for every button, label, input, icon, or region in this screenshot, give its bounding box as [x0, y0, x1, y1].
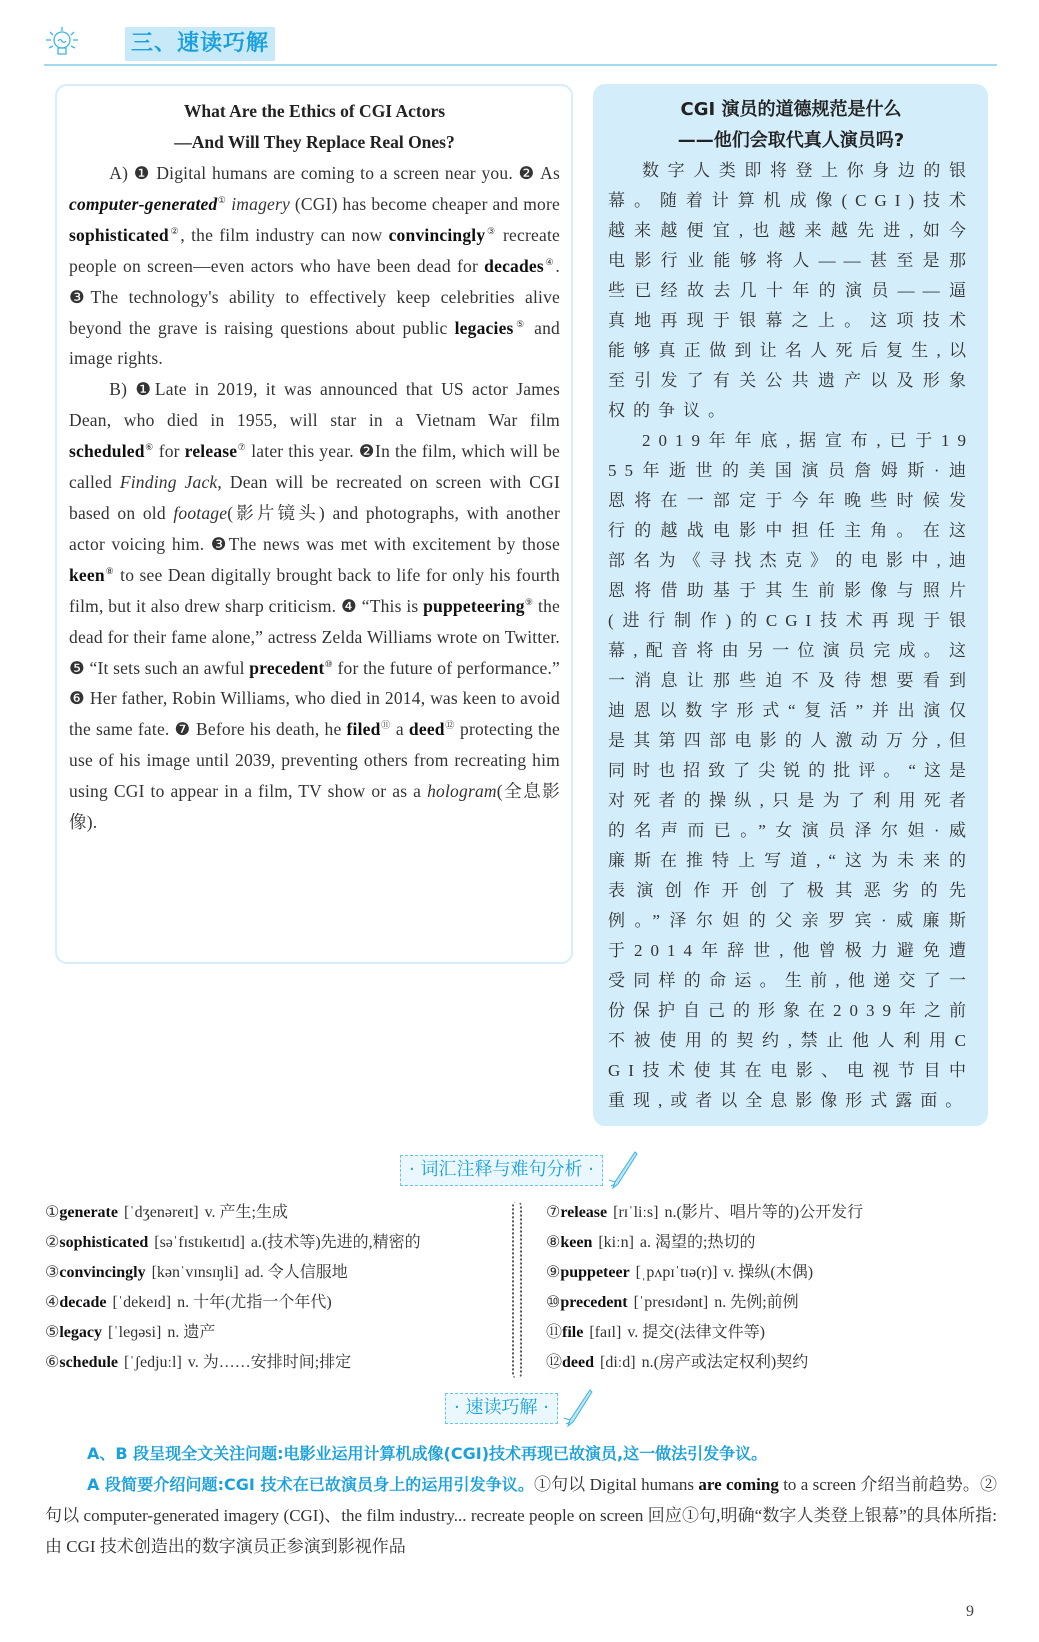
vocab-section: [0, 1198, 1039, 1378]
article-paragraph-a: [69, 158, 560, 374]
vocab-number: ④: [45, 1294, 60, 1311]
text-segment: recreate people on screen—even actors who have been dead for: [69, 224, 560, 276]
vocab-term: deed: [408, 719, 445, 740]
text-segment: , the film industry can now: [180, 224, 389, 245]
vocab-definition: ad. 令人信服地: [244, 1264, 348, 1281]
vocab-phonetic: [kiːn]: [598, 1234, 634, 1251]
translation-subtitle: ——他们会取代真人演员吗?: [677, 130, 905, 151]
vocab-word: precedent: [560, 1294, 628, 1311]
vocab-entry: [546, 1348, 1016, 1378]
vocab-number: ⑪: [546, 1324, 563, 1341]
vocab-number: ③: [45, 1264, 60, 1281]
analysis-heading: · 速读巧解 ·: [445, 1393, 558, 1424]
footnote-marker: ⑦: [237, 442, 247, 453]
vocab-definition: v. 为……安排时间;排定: [187, 1354, 352, 1371]
vocab-number: ⑧: [546, 1234, 561, 1251]
analysis-para-a-heading: A 段简要介绍问题:CGI 技术在已故演员身上的运用引发争议。: [87, 1475, 534, 1494]
analysis-heading-row: [0, 1386, 1039, 1430]
vocab-term: release: [184, 441, 238, 462]
vocab-phonetic: [faɪl]: [589, 1324, 622, 1341]
vocab-entry: [546, 1198, 1016, 1228]
analysis-text-part: ①句以 Digital humans: [533, 1475, 699, 1494]
vocab-definition: n. 先例;前例: [714, 1294, 799, 1311]
text-segment: Finding Jack: [119, 472, 218, 493]
vocab-entry: [546, 1318, 1016, 1348]
vocab-entry: [546, 1288, 1016, 1318]
analysis-text: [45, 1438, 997, 1562]
vocab-term: legacies: [454, 317, 514, 338]
vocab-list-right: [546, 1198, 1016, 1378]
vocab-entry: [45, 1228, 507, 1258]
footnote-marker: ⑫: [444, 720, 455, 731]
vocab-heading: · 词汇注释与难句分析 ·: [400, 1155, 603, 1186]
vocab-term: convincingly: [388, 224, 486, 245]
english-article: [55, 84, 573, 964]
footnote-marker: ③: [485, 225, 497, 236]
vocab-definition: a. 渴望的;热切的: [639, 1234, 756, 1251]
vocab-word: release: [560, 1204, 608, 1221]
footnote-marker: ⑪: [380, 720, 391, 731]
vocab-number: ⑤: [45, 1324, 60, 1341]
vocab-word: convincingly: [59, 1264, 146, 1281]
text-segment: and image rights.: [69, 317, 560, 369]
vocab-definition: n.(房产或法定权利)契约: [641, 1354, 809, 1371]
vocab-number: ①: [45, 1204, 60, 1221]
vocab-number: ⑨: [546, 1264, 561, 1281]
vocab-number: ⑩: [546, 1294, 561, 1311]
footnote-marker: ⑧: [104, 565, 115, 576]
text-segment: (全息影像).: [69, 781, 560, 833]
text-segment: (影片镜头) and photographs, with another actor voicing him. ❸The news was met with excitement by those: [69, 502, 560, 554]
vocab-phonetic: [ˌpʌpɪˈtɪə(r)]: [635, 1264, 718, 1281]
text-segment: footage: [173, 502, 228, 523]
article-paragraph-b: [69, 374, 560, 838]
text-segment: , Dean will be recreated on screen with CGI based on old: [69, 472, 560, 523]
vocab-definition: v. 操纵(木偶): [723, 1264, 814, 1281]
vocab-phonetic: [rɪˈliːs]: [613, 1204, 659, 1221]
pen-icon: [562, 1388, 594, 1428]
vocab-number: ②: [45, 1234, 60, 1251]
vocab-definition: n. 十年(尤指一个年代): [177, 1294, 332, 1311]
vocab-word: generate: [59, 1204, 118, 1221]
vocab-number: ⑦: [546, 1204, 561, 1221]
footnote-marker: ④: [543, 256, 556, 267]
translation-title: CGI 演员的道德规范是什么: [680, 99, 902, 120]
vocab-word: schedule: [59, 1354, 119, 1371]
vocab-term: precedent: [249, 657, 325, 678]
vocab-entry: [45, 1318, 507, 1348]
vocab-number: ⑥: [45, 1354, 60, 1371]
vocab-term: computer-generated: [69, 193, 218, 214]
analysis-summary: A、B 段呈现全文关注问题:电影业运用计算机成像(CGI)技术再现已故演员,这一做法引发争议。: [87, 1444, 768, 1463]
vocab-term: filed: [346, 719, 381, 740]
text-segment: A) ❶ Digital humans are coming to a screen near you. ❷ As: [109, 163, 560, 183]
vocab-entry: [546, 1258, 1016, 1288]
vocab-phonetic: [kənˈvɪnsɪŋli]: [151, 1264, 239, 1281]
vocab-word: deed: [562, 1354, 595, 1371]
footnote-marker: ⑨: [524, 596, 534, 607]
vocab-term: sophisticated: [69, 224, 169, 245]
article-title: What Are the Ethics of CGI Actors: [183, 101, 446, 121]
text-segment: (CGI) has become cheaper and more: [289, 193, 560, 214]
vocab-phonetic: [ˈleɡəsi]: [108, 1324, 162, 1341]
vocab-word: sophisticated: [59, 1234, 149, 1251]
vocab-word: legacy: [59, 1324, 102, 1341]
vocab-phonetic: [ˈdʒenəreɪt]: [123, 1204, 199, 1221]
text-segment: later this year. ❷In the film, which will be called: [69, 441, 561, 493]
translation-paragraph: 2019年年底,据宣布,已于1955年逝世的美国演员詹姆斯·迪恩将在一部定于今年晚些时候发行的越战电影中担任主角。在这部名为《寻找杰克》的电影中,迪恩将借助基于其生前影像与照片(进行制作)的CGI技术再现于银幕,配音将由另一位演员完成。这一消息让那些迫不及待想要看到迪恩以数字形式“复活”并出演仅是其第四部电影的人激动万分,但同时也招致了尖锐的批评。“这是对死者的操纵,只是为了利用死者的名声而已。”女演员泽尔妲·威廉斯在推特上写道,“这为未来的表演创作开创了极其恶劣的先例。”泽尔妲的父亲罗宾·威廉斯于2014年辞世,他曾极力避免遭受同样的命运。生前,他递交了一份保护自己的形象在2039年之前不被使用的契约,禁止他人利用CGI技术使其在电影、电视节目中重现,或者以全息影像形式露面。: [608, 431, 974, 1110]
vocab-word: decade: [59, 1294, 107, 1311]
vocab-phonetic: [səˈfɪstɪkeɪtɪd]: [154, 1234, 245, 1251]
vocab-word: file: [562, 1324, 584, 1341]
vocab-number: ⑫: [546, 1354, 563, 1371]
footnote-marker: ⑥: [144, 442, 154, 453]
footnote-marker: ②: [168, 225, 181, 236]
analysis-text-bold: are coming: [698, 1475, 779, 1494]
translation-paragraph: 数字人类即将登上你身边的银幕。随着计算机成像(CGI)技术越来越便宜,也越来越先进,如今电影行业能够将人——甚至是那些已经故去几十年的演员——逼真地再现于银幕之上。这项技术能够真正做到让名人死后复生,以至引发了有关公共遗产以及形象权的争议。: [608, 161, 974, 420]
chinese-translation: [593, 84, 988, 1126]
text-segment: to see Dean digitally brought back to life for only his fourth film, but it also drew sharp criticism. ❹ “This is: [69, 564, 560, 616]
text-segment: for the future of performance.” ❻ Her father, Robin Williams, who died in 2014, was keen to avoid the same fate. ❼ Before his death, he: [69, 657, 560, 740]
vocab-definition: a.(技术等)先进的,精密的: [250, 1234, 421, 1251]
vocab-term: scheduled: [69, 441, 145, 462]
vocab-definition: v. 提交(法律文件等): [627, 1324, 765, 1341]
vocab-definition: n. 遗产: [167, 1324, 216, 1341]
vocab-entry: [45, 1198, 507, 1228]
text-segment: . ❸The technology's ability to effectively keep celebrities alive beyond the grave is raising questions about public: [69, 255, 560, 338]
vocab-entry: [45, 1348, 507, 1378]
vocab-phonetic: [ˈʃedjuːl]: [124, 1354, 182, 1371]
vocab-entry: [45, 1288, 507, 1318]
vocab-definition: v. 产生;生成: [204, 1204, 289, 1221]
page-number: 9: [966, 1603, 974, 1620]
pen-icon: [607, 1150, 639, 1190]
footnote-marker: ⑩: [324, 658, 333, 669]
footnote-marker: ⑤: [513, 318, 527, 329]
column-divider: [512, 1202, 522, 1378]
vocab-phonetic: [ˈpresɪdənt]: [633, 1294, 709, 1311]
text-segment: hologram: [427, 781, 497, 802]
vocab-definition: n.(影片、唱片等的)公开发行: [664, 1204, 864, 1221]
vocab-entry: [45, 1258, 507, 1288]
section-title: 三、速读巧解: [125, 27, 275, 61]
article-subtitle: —And Will They Replace Real Ones?: [174, 132, 455, 152]
analysis-text-part: to a screen 介绍当前趋势。②句以 computer-generated imagery (CGI)、the film industry... recreate people on screen 回应①句,明确“数字人类登上银幕”的具体所指:由 CGI 技术创造出的数字演员正参演到影视作品: [45, 1475, 997, 1556]
text-segment: protecting the use of his image until 2039, preventing others from recreating him using CGI to appear in a film, TV show or as a: [69, 719, 561, 802]
vocab-term: decades: [484, 255, 544, 276]
vocab-word: keen: [560, 1234, 593, 1251]
text-segment: the dead for their fame alone,” actress Zelda Williams wrote on Twitter. ❺ “It sets such an awful: [69, 595, 560, 678]
vocab-term: keen: [69, 564, 105, 585]
vocab-entry: [546, 1228, 1016, 1258]
vocab-word: puppeteer: [560, 1264, 630, 1281]
text-segment: B) ❶Late in 2019, it was announced that US actor James Dean, who died in 1955, will star in a Vietnam War film: [69, 379, 560, 431]
footnote-marker: ①: [217, 195, 227, 206]
vocab-heading-row: [0, 1148, 1039, 1192]
vocab-list-left: [45, 1198, 507, 1378]
vocab-phonetic: [ˈdekeɪd]: [112, 1294, 172, 1311]
vocab-term: puppeteering: [423, 595, 525, 616]
text-segment: a: [390, 719, 409, 740]
article-columns: [0, 84, 1039, 1126]
vocab-phonetic: [diːd]: [600, 1354, 636, 1371]
text-segment: for: [153, 441, 185, 462]
text-segment: imagery: [231, 193, 290, 214]
